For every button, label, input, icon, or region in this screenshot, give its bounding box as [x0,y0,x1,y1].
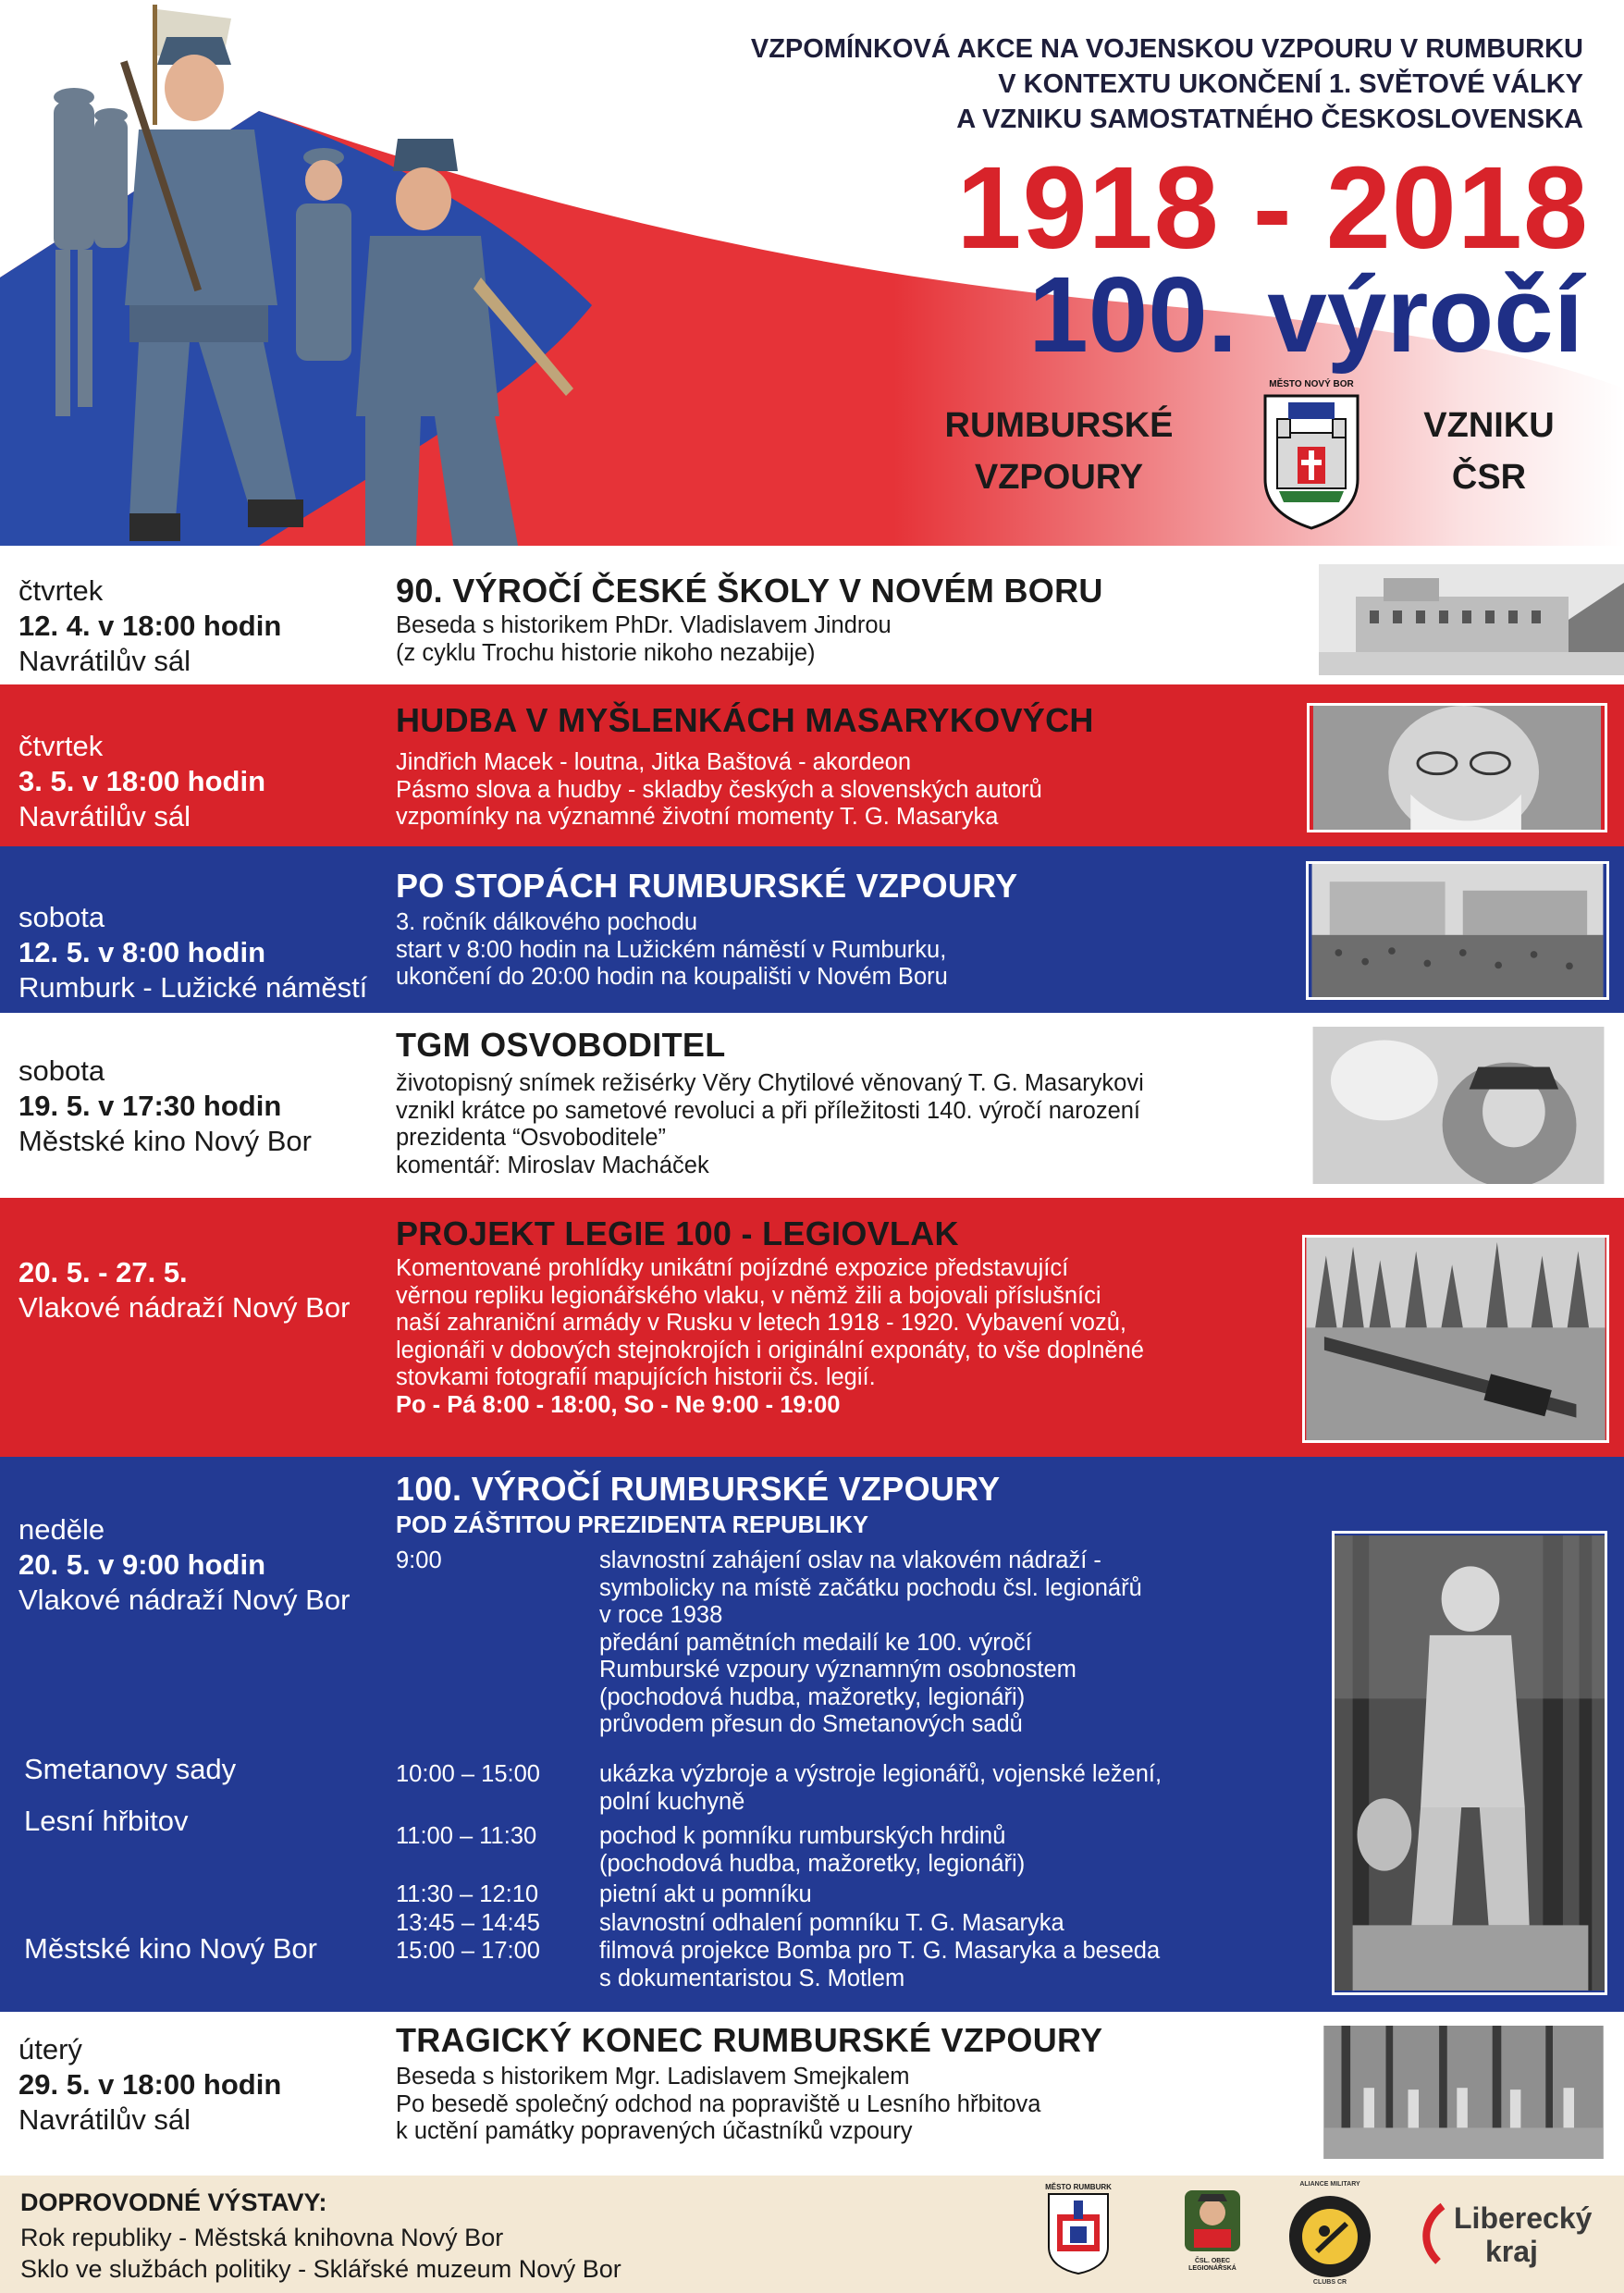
event-venue: Vlakové nádraží Nový Bor [18,1291,351,1324]
schedule-item [599,1881,1210,1909]
schedule-time: 13:45 – 14:45 [396,1910,540,1936]
event-description [396,749,1321,832]
event-date-block [18,1512,350,1618]
event-title: PROJEKT LEGIE 100 - LEGIOVLAK [396,1214,959,1252]
event-description [396,2064,1321,2146]
place-mestske-kino: Městské kino Nový Bor [24,1932,317,1965]
school-building-photo [1319,564,1624,675]
years-heading: 1918 - 2018 [956,142,1589,273]
schedule-item [599,1547,1210,1739]
schedule-time: 10:00 – 15:00 [396,1761,540,1787]
train-in-forest-photo [1302,1235,1609,1443]
event-date-block [18,573,281,679]
event-line: životopisný snímek režisérky Věry Chytilové věnovaný T. G. Masarykovi [396,1070,1144,1096]
event-venue: Rumburk - Lužické náměstí [18,971,368,1004]
schedule-item [599,1823,1210,1878]
event-datetime: 20. 5. v 9:00 hodin [18,1548,266,1581]
revolt-monument-photo [1332,1531,1607,1995]
event-line: Beseda s historikem Mgr. Ladislavem Smejkalem [396,2064,910,2090]
event-revolt-anniversary [0,1457,1624,2012]
rumburk-logo [1043,2183,1113,2279]
event-weekday: úterý [18,2033,82,2065]
event-line: naší zahraniční armády v Rusku v letech 1918 - 1920. Vybavení vozů, [396,1310,1126,1336]
crest-shield-icon [1261,391,1362,530]
aliance-logo-line: ALIANCE MILITARY [1299,2181,1360,2188]
event-description [396,612,1321,667]
schedule-item [599,1761,1210,1816]
aliance-military-logo [1287,2181,1372,2286]
accompanying-exhibitions-footer [0,2176,1624,2293]
event-line: legionáři v dobových stejnokrojích i originální exponáty, to vše doplněné [396,1337,1144,1363]
event-weekday: sobota [18,901,105,933]
aliance-logo-line: CLUBS CR [1312,2279,1347,2286]
event-description [396,1070,1321,1179]
event-subtitle: POD ZÁŠTITOU PREZIDENTA REPUBLIKY [396,1512,868,1538]
event-description [396,909,1321,992]
legion-logo-line: ČSL. OBEC [1194,2258,1231,2264]
event-line: 3. ročník dálkového pochodu [396,909,698,935]
schedule-line: pochod k pomníku rumburských hrdinů [599,1823,1006,1849]
anniversary-heading: 100. výročí [1028,254,1583,375]
legionnaire-emblem-icon [1183,2188,1242,2253]
event-date-block [18,2032,281,2138]
event-school [0,546,1624,684]
event-schedule [396,1547,1228,2001]
event-weekday: sobota [18,1054,105,1087]
event-title: 100. VÝROČÍ RUMBURSKÉ VZPOURY [396,1470,1001,1508]
event-line: věrnou repliku legionářského vlaku, v němž žili a bojovali příslušníci [396,1282,1101,1309]
event-dates: 20. 5. - 27. 5. [18,1256,188,1288]
event-datetime: 19. 5. v 17:30 hodin [18,1090,282,1122]
event-venue: Navrátilův sál [18,800,191,832]
schedule-item [599,1938,1210,1992]
event-title: TGM OSVOBODITEL [396,1026,726,1064]
event-weekday: neděle [18,1513,105,1546]
schedule-line: ukázka výzbroje a výstroje legionářů, vojenské ležení, [599,1761,1163,1787]
rumburk-line-1: RUMBURSKÉ [944,406,1174,445]
event-datetime: 3. 5. v 18:00 hodin [18,765,266,797]
footer-title: DOPROVODNÉ VÝSTAVY: [20,2188,327,2216]
event-legiovlak [0,1198,1624,1457]
csr-line-1: VZNIKU [1423,406,1555,445]
header-line-3: A VZNIKU SAMOSTATNÉHO ČESKOSLOVENSKA [956,105,1583,134]
event-line: ukončení do 20:00 hodin na koupališti v Novém Boru [396,964,948,990]
schedule-line: pietní akt u pomníku [599,1881,812,1907]
header-line-2: V KONTEXTU UKONČENÍ 1. SVĚTOVÉ VÁLKY [998,69,1583,99]
event-venue: Navrátilův sál [18,2103,191,2136]
novy-bor-crest [1250,379,1372,535]
event-line: stovkami fotografií mapujících historii čs. legií. [396,1364,876,1390]
schedule-line: polní kuchyně [599,1788,745,1815]
square-crowd-photo [1306,861,1609,1000]
event-line: vznikl krátce po sametové revoluci a při příležitosti 140. výročí narození [396,1097,1141,1124]
csr-line-2: ČSR [1451,458,1527,497]
legionnaires-photo [0,0,592,546]
schedule-time: 15:00 – 17:00 [396,1938,540,1964]
event-line: k uctění památky popravených účastníků vzpoury [396,2118,913,2144]
event-date-block [18,1054,312,1159]
exhibition-line: Rok republiky - Městská knihovna Nový Bor [20,2224,504,2251]
header-intro [751,31,1583,137]
event-line: start v 8:00 hodin na Lužickém náměstí v Rumburku, [396,936,947,963]
rumburk-revolt-label [906,400,1212,503]
kraj-logo-line: kraj [1485,2235,1538,2268]
poster-header [0,0,1624,546]
schedule-line: s dokumentaristou S. Motlem [599,1965,905,1991]
event-weekday: čtvrtek [18,574,104,607]
rumburk-crest-icon [1046,2191,1111,2275]
event-line: komentář: Miroslav Macháček [396,1152,709,1178]
event-line: vzpomínky na významné životní momenty T. G. Masaryka [396,804,999,830]
event-title: 90. VÝROČÍ ČESKÉ ŠKOLY V NOVÉM BORU [396,572,1103,610]
kraj-swoosh-icon [1415,2201,1452,2266]
event-line: Po besedě společný odchod na popraviště u Lesního hřbitova [396,2090,1041,2117]
event-datetime: 12. 5. v 8:00 hodin [18,936,266,968]
header-line-1: VZPOMÍNKOVÁ AKCE NA VOJENSKOU VZPOURU V RUMBURKU [750,34,1583,64]
execution-forest-photo [1318,2023,1609,2162]
event-date-block [18,729,265,834]
schedule-line: předání pamětních medailí ke 100. výročí [599,1629,1032,1656]
event-line: (z cyklu Trochu historie nikoho nezabije) [396,639,816,666]
event-datetime: 12. 4. v 18:00 hodin [18,610,282,642]
schedule-line: v roce 1938 [599,1602,723,1628]
csr-label [1378,400,1600,503]
event-date-block [18,900,367,1005]
schedule-line: Rumburské vzpoury významným osobnostem [599,1657,1077,1683]
event-datetime: 29. 5. v 18:00 hodin [18,2068,282,2101]
masaryk-portrait-photo [1307,703,1607,832]
legion-logo [1180,2188,1245,2273]
place-smetanovy-sady: Smetanovy sady [24,1753,237,1785]
event-description [396,1255,1321,1419]
rumburk-line-2: VZPOURY [974,458,1144,497]
legion-logo-line: LEGIONÁŘSKÁ [1188,2265,1236,2272]
schedule-time: 9:00 [396,1547,442,1573]
event-date-block [18,1255,350,1325]
rumburk-logo-label: MĚSTO RUMBURK [1045,2183,1112,2191]
event-line: Beseda s historikem PhDr. Vladislavem Jindrou [396,612,892,638]
crest-label: MĚSTO NOVÝ BOR [1269,379,1354,389]
schedule-line: průvodem přesun do Smetanových sadů [599,1711,1023,1737]
event-venue: Městské kino Nový Bor [18,1125,312,1157]
liberecky-kraj-logo [1415,2196,1591,2270]
event-title: HUDBA V MYŠLENKÁCH MASARYKOVÝCH [396,701,1094,739]
event-line: Komentované prohlídky unikátní pojízdné expozice představující [396,1255,1069,1281]
schedule-item [599,1910,1210,1938]
event-tragic-end [0,2012,1624,2176]
event-line: Jindřich Macek - loutna, Jitka Baštová - akordeon [396,749,912,775]
schedule-time: 11:00 – 11:30 [396,1823,537,1849]
schedule-line: symbolicky na místě začátku pochodu čsl. legionářů [599,1574,1142,1601]
exhibition-line: Sklo ve službách politiky - Sklářské muzeum Nový Bor [20,2255,621,2283]
opening-hours: Po - Pá 8:00 - 18:00, So - Ne 9:00 - 19:00 [396,1391,841,1418]
event-venue: Navrátilův sál [18,645,191,677]
event-venue: Vlakové nádraží Nový Bor [18,1584,351,1616]
event-line: Pásmo slova a hudby - skladby českých a slovenských autorů [396,776,1042,803]
schedule-line: (pochodová hudba, mažoretky, legionáři) [599,1683,1026,1710]
event-title: PO STOPÁCH RUMBURSKÉ VZPOURY [396,867,1018,905]
event-film-tgm [0,1013,1624,1198]
event-title: TRAGICKÝ KONEC RUMBURSKÉ VZPOURY [396,2021,1103,2059]
event-march [0,846,1624,1013]
masaryk-with-girl-photo [1308,1024,1609,1187]
kraj-logo-line: Liberecký [1454,2201,1593,2235]
event-music [0,684,1624,846]
schedule-line: filmová projekce Bomba pro T. G. Masaryka a beseda [599,1938,1161,1964]
schedule-line: (pochodová hudba, mažoretky, legionáři) [599,1850,1026,1877]
schedule-line: slavnostní odhalení pomníku T. G. Masaryka [599,1910,1064,1936]
aliance-military-badge-icon [1287,2194,1372,2279]
event-weekday: čtvrtek [18,730,104,762]
schedule-time: 11:30 – 12:10 [396,1881,539,1907]
place-lesni-hrbitov: Lesní hřbitov [24,1805,189,1837]
event-line: prezidenta “Osvoboditele” [396,1125,666,1151]
schedule-line: slavnostní zahájení oslav na vlakovém nádraží - [599,1547,1101,1573]
